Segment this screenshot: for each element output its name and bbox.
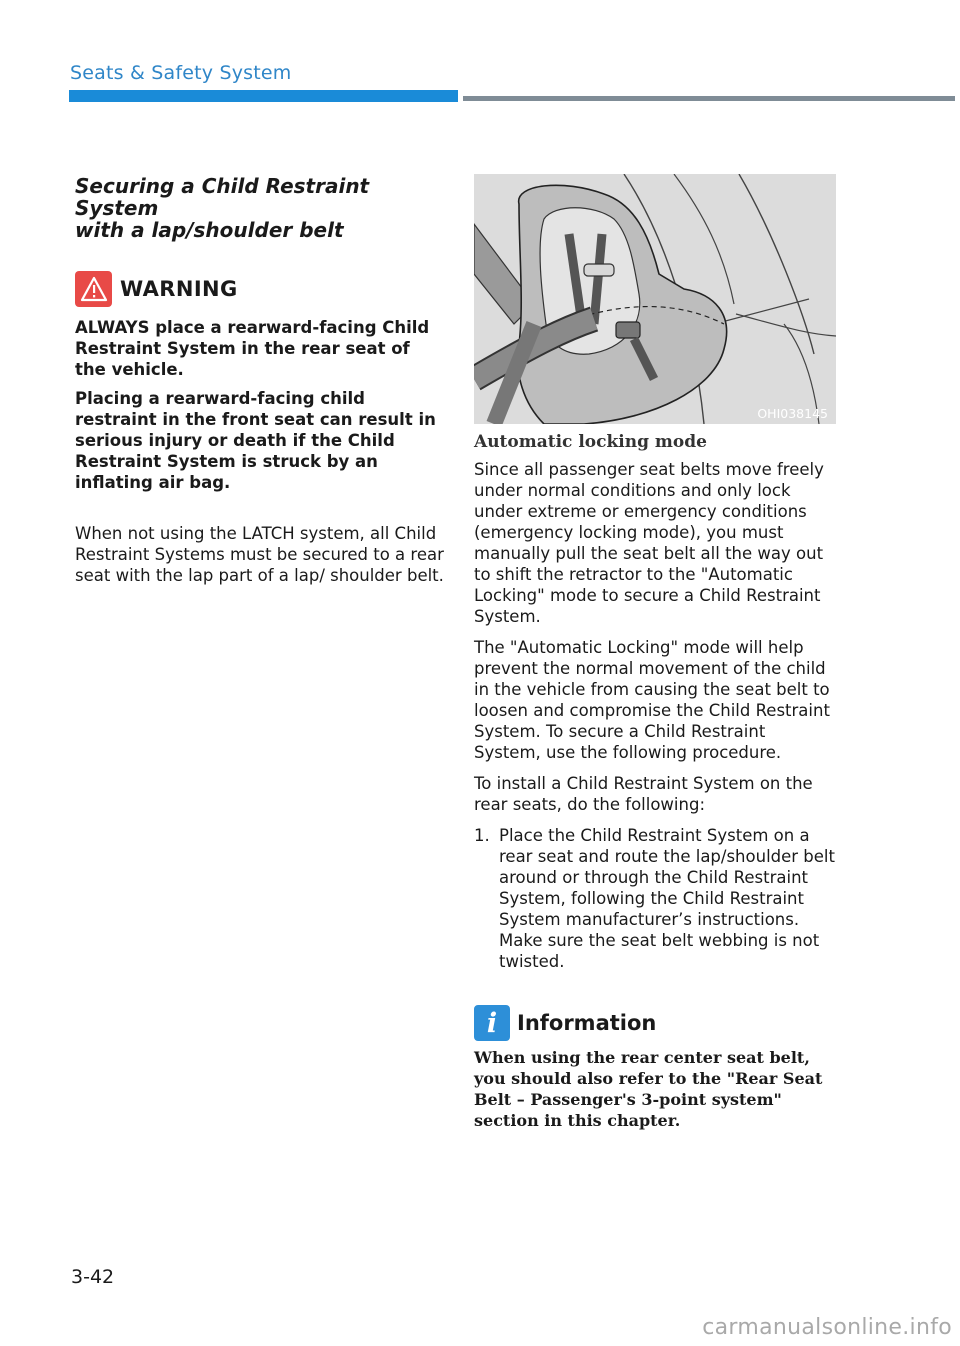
child-seat-drawing (474, 174, 836, 424)
child-seat-illustration (474, 174, 836, 424)
information-header (474, 1005, 836, 1041)
warning-text-2: Placing a rearward-facing child restraint in the front seat can result in serious injury or death if the Child Restraint System is struck by an inflating air bag. (75, 389, 436, 492)
list-item (474, 825, 836, 972)
page-number: 3-42 (71, 1266, 115, 1288)
section-title: Seats & Safety System (70, 62, 292, 84)
paragraph-2: The "Automatic Locking" mode will help prevent the normal movement of the child in the vehicle from causing the seat belt to loosen and compromise the Child Restraint System. To secure a Child Restraint System, use the following procedure. (474, 638, 830, 762)
figure-code: OHI038145 (757, 406, 828, 421)
warning-icon (75, 271, 112, 307)
paragraph-1: Since all passenger seat belts move freely under normal conditions and only lock under extreme or emergency conditions (emergency locking mode), you must manually pull the seat belt all the way out to shift the retractor to the "Automatic Locking" mode to secure a Child Restraint System. (474, 460, 824, 626)
paragraph-3: To install a Child Restraint System on the rear seats, do the following: (474, 774, 813, 814)
header-accent-bar (69, 90, 458, 102)
warning-label: WARNING (120, 277, 238, 301)
warning-text-1: ALWAYS place a rearward-facing Child Restraint System in the rear seat of the vehicle. (75, 318, 430, 379)
section-heading-line1: Securing a Child Restraint System (75, 174, 370, 220)
watermark: carmanualsonline.info (702, 1315, 952, 1340)
subheading: Automatic locking mode (474, 432, 707, 452)
right-column (474, 432, 836, 1131)
header-rule (463, 96, 955, 101)
step-number: 1. (474, 826, 490, 845)
information-text: When using the rear center seat belt, you should also refer to the "Rear Seat Belt – Passenger's 3-point system" section in this chapter. (474, 1048, 823, 1130)
procedure-list (474, 825, 836, 972)
warning-header (75, 271, 445, 307)
latch-paragraph: When not using the LATCH system, all Child Restraint Systems must be secured to a rear seat with the lap part of a lap/ shoulder belt. (75, 524, 444, 585)
section-heading (75, 175, 445, 241)
info-icon: i (474, 1005, 510, 1041)
section-heading-line2: with a lap/shoulder belt (75, 218, 344, 242)
step-text: Place the Child Restraint System on a rear seat and route the lap/shoulder belt around or through the Child Restraint System, following the Child Restraint System manufacturer’s instructions. Make sure the seat belt webbing is not twisted. (499, 826, 835, 971)
left-column (75, 175, 445, 586)
information-label: Information (517, 1011, 657, 1035)
